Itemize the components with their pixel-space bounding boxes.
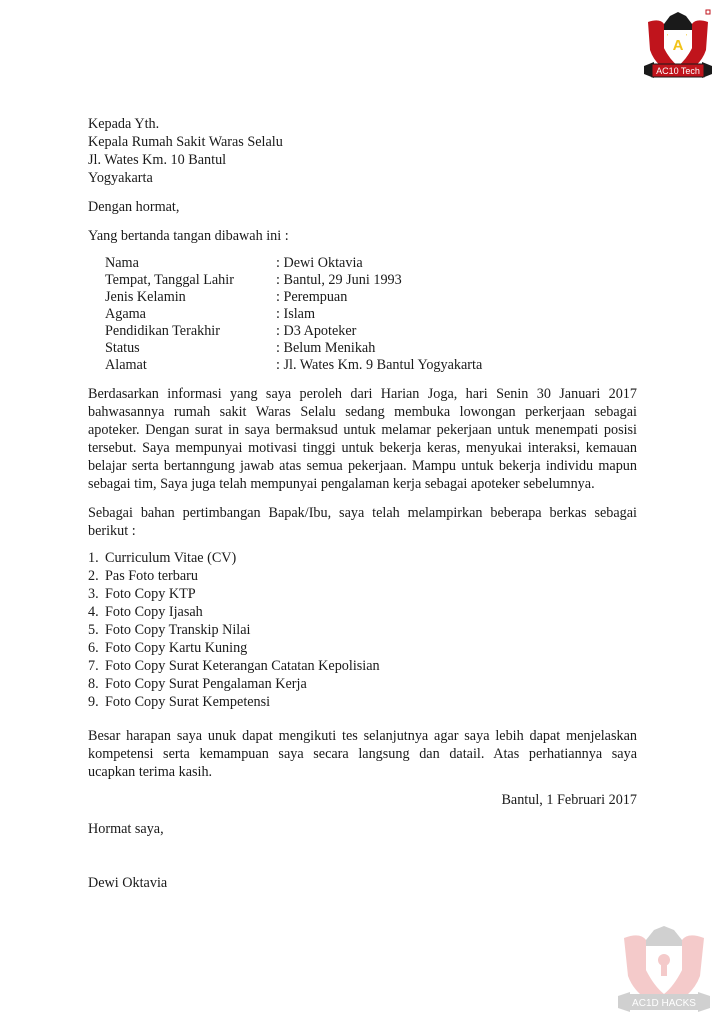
svg-text:': ' <box>686 33 688 41</box>
list-item: 8. Foto Copy Surat Pengalaman Kerja <box>88 676 307 692</box>
identity-value: : D3 Apoteker <box>276 323 357 339</box>
greeting: Dengan hormat, <box>88 199 180 215</box>
identity-value: : Dewi Oktavia <box>276 255 363 271</box>
list-item: 1. Curriculum Vitae (CV) <box>88 550 237 566</box>
paragraph-line: Sebagai bahan pertimbangan Bapak/Ibu, saya telah melampirkan beberapa berkas sebagai <box>88 505 637 521</box>
list-item: 9. Foto Copy Surat Kempetensi <box>88 694 271 710</box>
paragraph-line: kompetensi serta kemampuan saya secara langsung dan datail. Atas perhatiannya saya <box>88 746 637 762</box>
identity-label: Agama <box>105 306 146 322</box>
paragraph-line: apoteker. Dengan surat in saya bermaksud untuk melamar pekerjaan untuk menempati posisi <box>88 422 637 438</box>
paragraph-closing <box>88 727 637 781</box>
recipient-line-3: Jl. Wates Km. 10 Bantul <box>88 152 227 168</box>
signature-name: Dewi Oktavia <box>88 875 168 891</box>
paragraph-line: belajar serta bertanngung jawab atas semua pekerjaan. Mampu untuk bekerja individu mapun <box>88 458 637 474</box>
identity-value: : Perempuan <box>276 289 348 305</box>
acid-hacks-watermark-icon <box>614 920 714 1020</box>
recipient-line-2: Kepala Rumah Sakit Waras Selalu <box>88 134 283 150</box>
paragraph-line: ucapkan terima kasih. <box>88 764 213 780</box>
intro-text: Yang bertanda tangan dibawah ini : <box>88 228 289 244</box>
identity-label: Alamat <box>105 357 147 373</box>
watermark-label: AC1D HACKS <box>632 998 696 1009</box>
svg-text:': ' <box>667 33 669 41</box>
list-item: 2. Pas Foto terbaru <box>88 568 198 584</box>
paragraph-attachments-intro <box>88 504 637 540</box>
list-item: 5. Foto Copy Transkip Nilai <box>88 622 251 638</box>
closing-salutation: Hormat saya, <box>88 821 164 837</box>
logo-label: AC10 Tech <box>656 66 700 76</box>
paragraph-line: Berdasarkan informasi yang saya peroleh dari Harian Joga, hari Senin 30 Januari 2017 <box>88 386 637 402</box>
place-date: Bantul, 1 Februari 2017 <box>501 792 637 808</box>
paragraph-line: berikut : <box>88 523 136 539</box>
svg-text:A: A <box>672 37 684 54</box>
paragraph-motivation <box>88 385 637 493</box>
paragraph-line: sebagai tim, Saya juga telah mempunyai pengalaman kerja sebagai apoteker sebelumnya. <box>88 476 595 492</box>
identity-label: Status <box>105 340 140 356</box>
identity-label: Tempat, Tanggal Lahir <box>105 272 234 288</box>
identity-label: Pendidikan Terakhir <box>105 323 220 339</box>
identity-value: : Belum Menikah <box>276 340 376 356</box>
list-item: 6. Foto Copy Kartu Kuning <box>88 640 248 656</box>
identity-value: : Islam <box>276 306 316 322</box>
identity-value: : Jl. Wates Km. 9 Bantul Yogyakarta <box>276 357 483 373</box>
recipient-line-4: Yogyakarta <box>88 170 153 186</box>
identity-value: : Bantul, 29 Juni 1993 <box>276 272 402 288</box>
identity-label: Jenis Kelamin <box>105 289 186 305</box>
list-item: 4. Foto Copy Ijasah <box>88 604 203 620</box>
paragraph-line: Besar harapan saya unuk dapat mengikuti tes selanjutnya agar saya lebih dapat menjelaskan <box>88 728 637 744</box>
recipient-line-1: Kepada Yth. <box>88 116 160 132</box>
identity-label: Nama <box>105 255 139 271</box>
paragraph-line: bahwasannya rumah sakit Waras Selalu sedang membuka lowongan perkerjaan sebagai <box>88 404 637 420</box>
paragraph-line: tersebut. Saya mempunyai motivasi tinggi untuk bekerja keras, menyukai interaksi, kemauan <box>88 440 637 456</box>
list-item: 3. Foto Copy KTP <box>88 586 196 602</box>
ac10-tech-logo-icon <box>640 8 716 84</box>
list-item: 7. Foto Copy Surat Keterangan Catatan Kepolisian <box>88 658 380 674</box>
